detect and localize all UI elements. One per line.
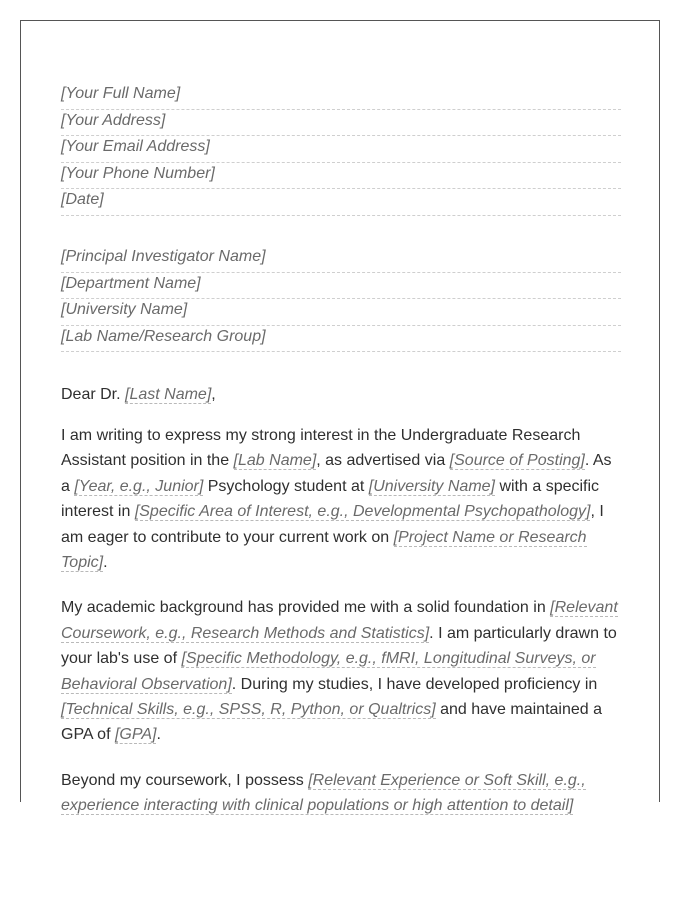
- sender-address-field[interactable]: [Your Address]: [61, 110, 621, 137]
- paragraph-text: , as advertised via: [316, 452, 450, 470]
- sender-email-field[interactable]: [Your Email Address]: [61, 136, 621, 163]
- last-name-placeholder[interactable]: [Last Name]: [125, 386, 212, 404]
- university-field[interactable]: [University Name]: [61, 299, 621, 326]
- paragraph-text: .: [156, 726, 161, 744]
- lab-name-placeholder[interactable]: [Lab Name]: [233, 452, 317, 470]
- section-spacer: [61, 216, 621, 246]
- date-field[interactable]: [Date]: [61, 189, 621, 216]
- paragraph-text: . I am particularly drawn to your lab's use of: [61, 624, 617, 668]
- sender-info: [61, 83, 621, 216]
- salutation-prefix: Dear Dr.: [61, 386, 126, 404]
- pi-name-field[interactable]: [Principal Investigator Name]: [61, 246, 621, 273]
- lab-name-field[interactable]: [Lab Name/Research Group]: [61, 326, 621, 353]
- recipient-info: [61, 246, 621, 352]
- paragraph-academic: [61, 595, 621, 747]
- relevant-experience-placeholder[interactable]: [Relevant Experience or Soft Skill, e.g., experience interacting with clinical populations or high attention to detail]: [61, 771, 586, 815]
- salutation-suffix: ,: [211, 386, 216, 404]
- paragraph-text: I am writing to express my strong interest in the Undergraduate Research Assistant position in the: [61, 426, 581, 470]
- area-of-interest-placeholder[interactable]: [Specific Area of Interest, e.g., Developmental Psychopathology]: [134, 503, 591, 521]
- technical-skills-placeholder[interactable]: [Technical Skills, e.g., SPSS, R, Python, or Qualtrics]: [61, 701, 436, 718]
- specific-methodology-placeholder[interactable]: [Specific Methodology, e.g., fMRI, Longitudinal Surveys, or Behavioral Observation]: [61, 650, 596, 693]
- paragraph-text: with a specific interest in: [61, 477, 600, 521]
- paragraph-text: . During my studies, I have developed proficiency in: [231, 675, 598, 693]
- paragraph-text: , I am eager to contribute to your current work on: [61, 503, 604, 546]
- relevant-coursework-placeholder[interactable]: [Relevant Coursework, e.g., Research Methods and Statistics]: [61, 599, 618, 642]
- sender-full-name-field[interactable]: [Your Full Name]: [61, 83, 621, 110]
- paragraph-text: Psychology student at: [203, 477, 369, 495]
- letter-content: [61, 83, 621, 839]
- paragraph-text: and have maintained a GPA of: [61, 701, 603, 744]
- university-name-placeholder[interactable]: [University Name]: [368, 477, 495, 495]
- paragraph-text: . As a: [61, 452, 612, 495]
- gpa-placeholder[interactable]: [GPA]: [114, 726, 157, 744]
- paragraph-text: My academic background has provided me with a solid foundation in: [61, 599, 551, 617]
- sender-phone-field[interactable]: [Your Phone Number]: [61, 163, 621, 190]
- salutation: [61, 382, 621, 408]
- department-field[interactable]: [Department Name]: [61, 273, 621, 300]
- paragraph-intro: [61, 423, 621, 575]
- paragraph-experience: [61, 768, 621, 819]
- paragraph-text: .: [103, 553, 108, 571]
- section-spacer: [61, 352, 621, 382]
- document-page: [20, 20, 660, 815]
- year-placeholder[interactable]: [Year, e.g., Junior]: [74, 477, 204, 495]
- source-of-posting-placeholder[interactable]: [Source of Posting]: [449, 452, 585, 470]
- paragraph-text: Beyond my coursework, I possess: [61, 771, 309, 789]
- project-name-placeholder[interactable]: [Project Name or Research Topic]: [61, 528, 587, 571]
